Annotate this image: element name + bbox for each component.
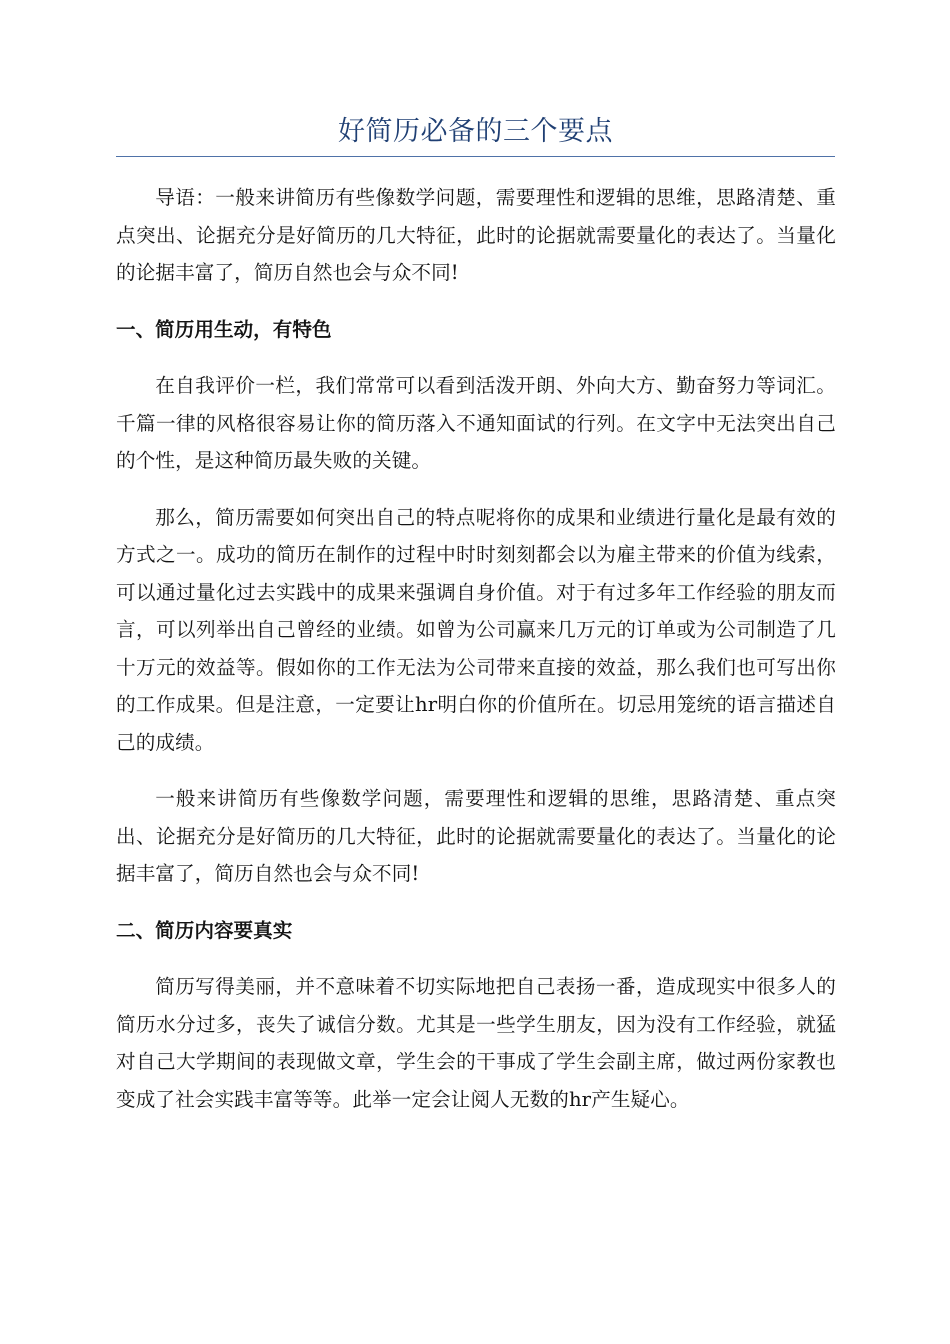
title-block <box>116 112 835 157</box>
body-paragraph: 在自我评价一栏，我们常常可以看到活泼开朗、外向大方、勤奋努力等词汇。千篇一律的风格很容易让你的简历落入不通知面试的行列。在文字中无法突出自己的个性，是这种简历最失败的关键。 <box>116 374 836 472</box>
body-paragraph: 一般来讲简历有些像数学问题，需要理性和逻辑的思维，思路清楚、重点突出、论据充分是好简历的几大特征，此时的论据就需要量化的表达了。当量化的论据丰富了，简历自然也会与众不同! <box>116 787 836 885</box>
document-body <box>116 179 836 1137</box>
body-paragraph: 简历写得美丽，并不意味着不切实际地把自己表扬一番，造成现实中很多人的简历水分过多，丧失了诚信分数。尤其是一些学生朋友，因为没有工作经验，就猛对自己大学期间的表现做文章，学生会的干事成了学生会副主席，做过两份家教也变成了社会实践丰富等等。此举一定会让阅人无数的hr产生疑心。 <box>116 975 836 1111</box>
section-heading-1: 一、简历用生动，有特色 <box>116 317 332 341</box>
page-title: 好简历必备的三个要点 <box>338 116 613 147</box>
section-heading-2: 二、简历内容要真实 <box>116 918 293 942</box>
body-paragraph: 那么，简历需要如何突出自己的特点呢将你的成果和业绩进行量化是最有效的方式之一。成功的简历在制作的过程中时时刻刻都会以为雇主带来的价值为线索，可以通过量化过去实践中的成果来强调自身价值。对于有过多年工作经验的朋友而言，可以列举出自己曾经的业绩。如曾为公司赢来几万元的订单或为公司制造了几十万元的效益等。假如你的工作无法为公司带来直接的效益，那么我们也可写出你的工作成果。但是注意，一定要让hr明白你的价值所在。切忌用笼统的语言描述自己的成绩。 <box>116 505 836 754</box>
intro-paragraph: 导语：一般来讲简历有些像数学问题，需要理性和逻辑的思维，思路清楚、重点突出、论据充分是好简历的几大特征，此时的论据就需要量化的表达了。当量化的论据丰富了，简历自然也会与众不同! <box>116 186 836 284</box>
